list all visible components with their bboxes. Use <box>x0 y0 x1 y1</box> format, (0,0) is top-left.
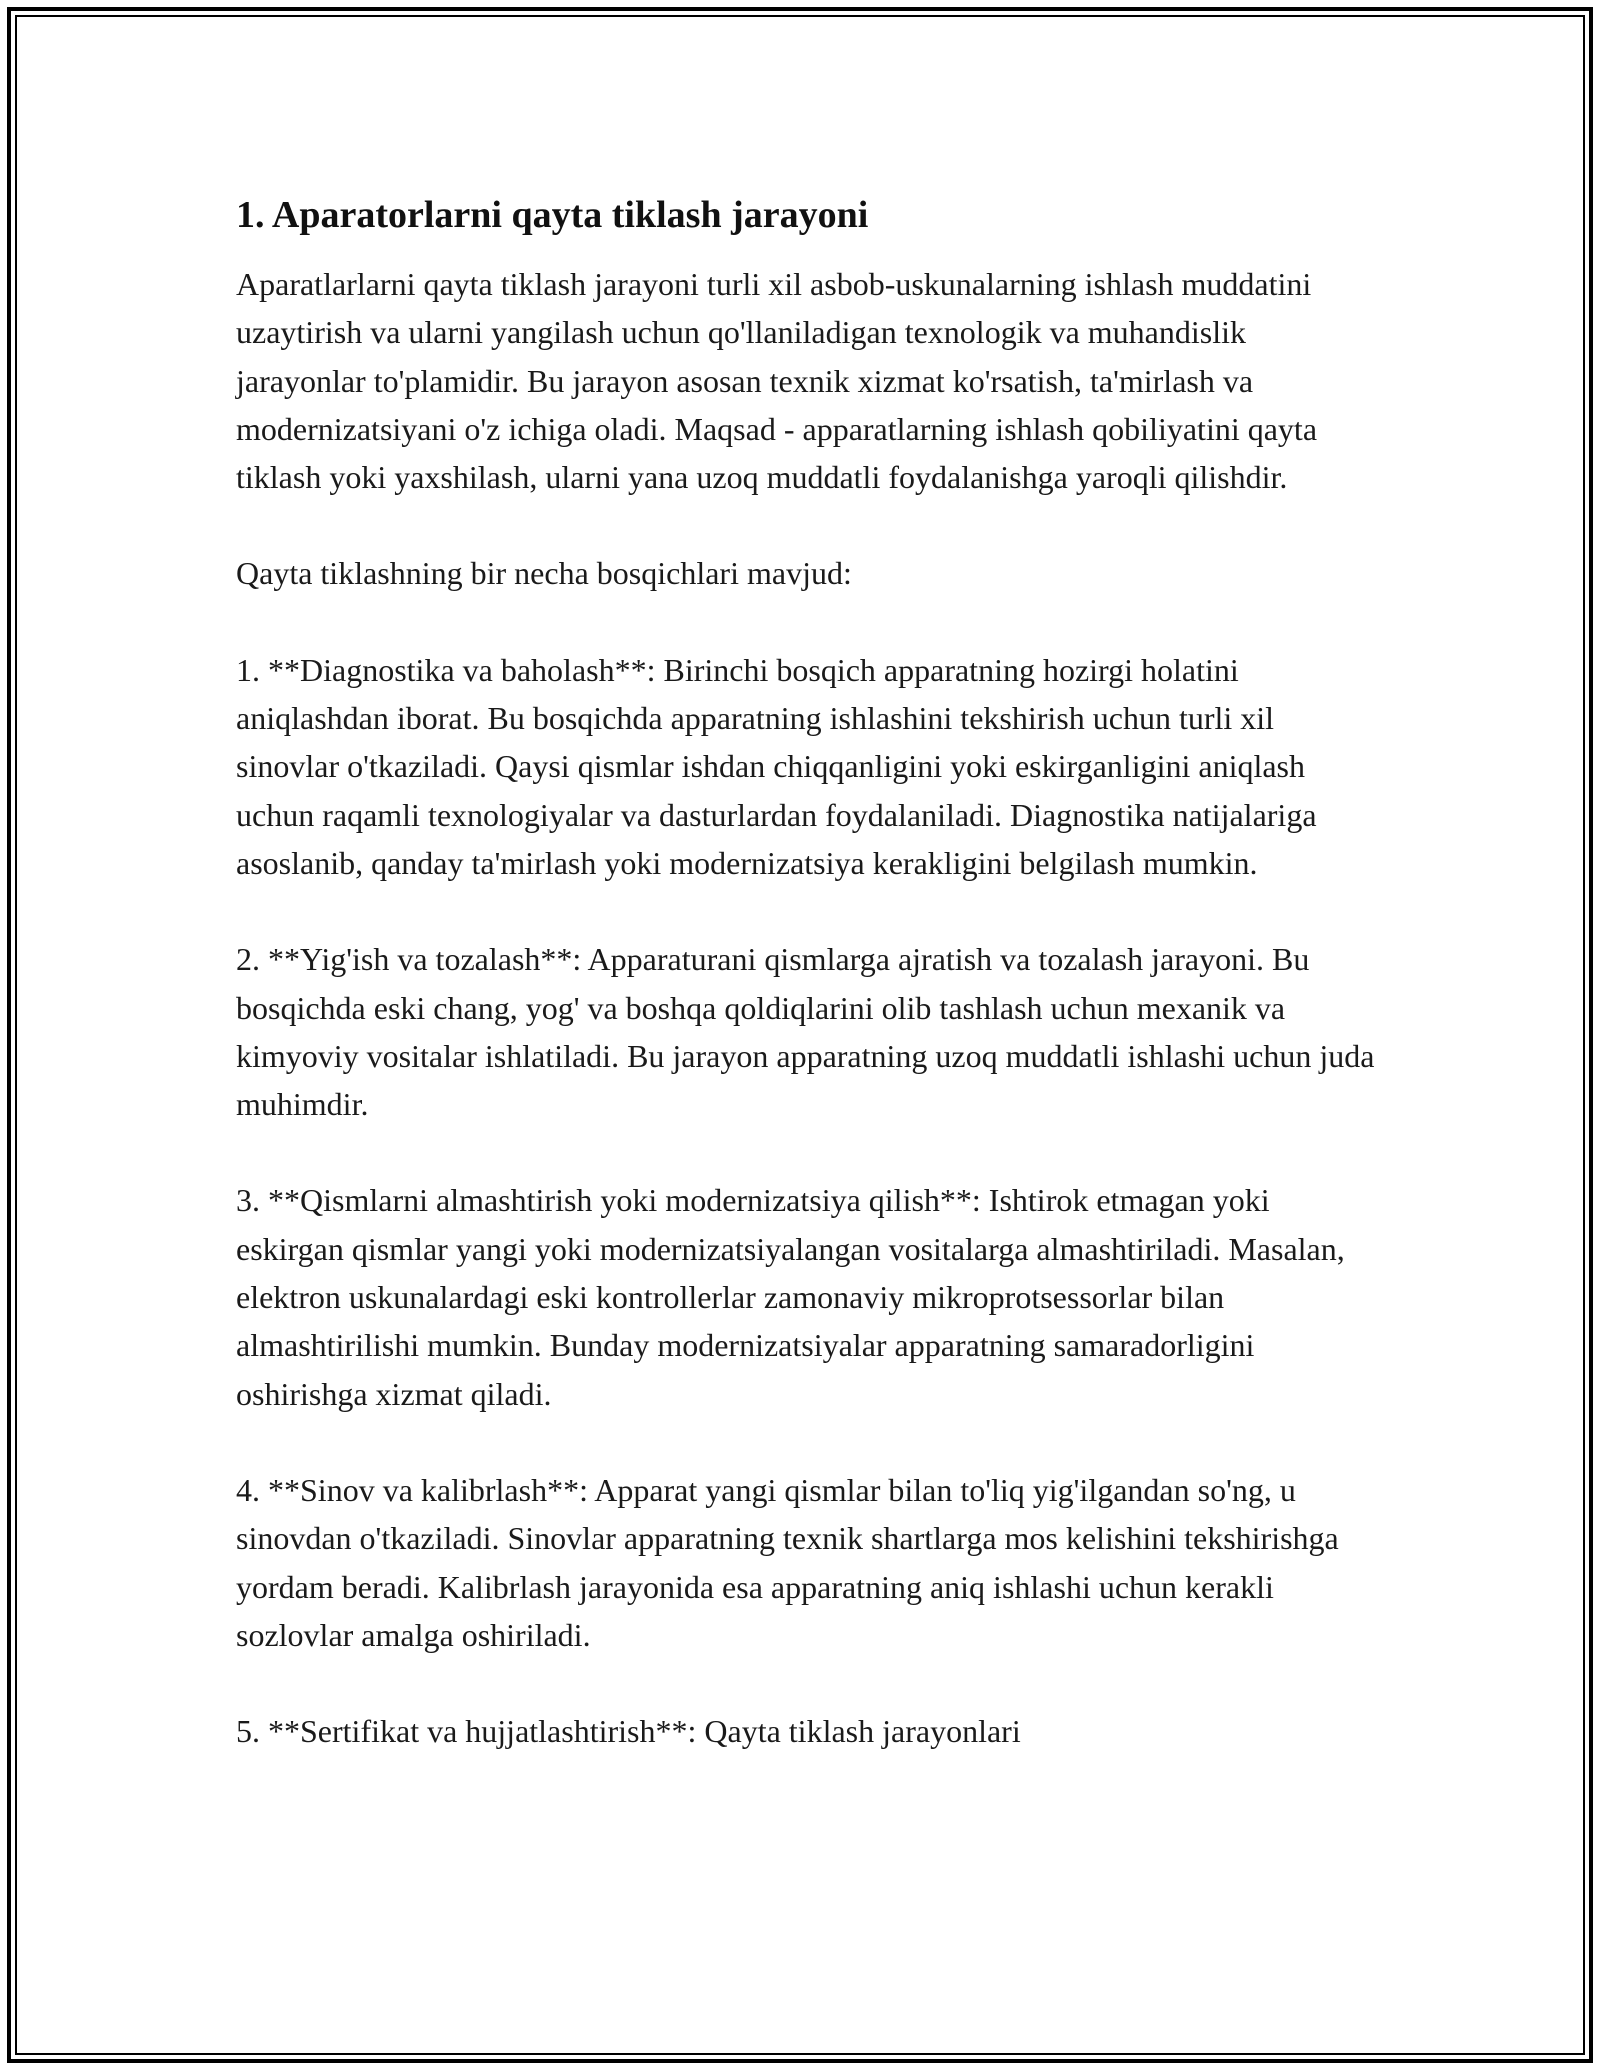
stage-5-certification-paragraph: 5. **Sertifikat va hujjatlashtirish**: Qayta tiklash jarayonlari <box>236 1713 1021 1750</box>
stage-2-assembly-cleaning-paragraph: 2. **Yig'ish va tozalash**: Apparaturani qismlarga ajratish va tozalash jarayoni. Bu bosqichda eski chang, yog' va boshqa qoldiqlarini olib tashlash uchun mexanik va kimyoviy vositalar ishlatiladi. Bu jarayon apparatning uzoq muddatli ishlashi uchun juda muhimdir. <box>236 941 1375 1123</box>
document-body <box>236 190 1376 1755</box>
stage-3-replacement-paragraph: 3. **Qismlarni almashtirish yoki modernizatsiya qilish**: Ishtirok etmagan yoki eskirgan qismlar yangi yoki modernizatsiyalangan vositalarga almashtiriladi. Masalan, elektron uskunalardagi eski kontrollerlar zamonaviy mikroprotsessorlar bilan almashtirilishi mumkin. Bunday modernizatsiyalar apparatning samaradorligini oshirishga xizmat qiladi. <box>236 1182 1345 1412</box>
section-heading: 1. Aparatorlarni qayta tiklash jarayoni <box>236 194 869 236</box>
stage-4-testing-calibration-paragraph: 4. **Sinov va kalibrlash**: Apparat yangi qismlar bilan to'liq yig'ilgandan so'ng, u sinovdan o'tkaziladi. Sinovlar apparatning texnik shartlarga mos kelishini tekshirishga yordam beradi. Kalibrlash jarayonida esa apparatning aniq ishlashi uchun kerakli sozlovlar amalga oshiriladi. <box>236 1471 1339 1653</box>
stage-1-diagnostics-paragraph: 1. **Diagnostika va baholash**: Birinchi bosqich apparatning hozirgi holatini aniqlashdan iborat. Bu bosqichda apparatning ishlashini tekshirish uchun turli xil sinovlar o'tkaziladi. Qaysi qismlar ishdan chiqqanligini yoki eskirganligini aniqlash uchun raqamli texnologiyalar va dasturlardan foydalaniladi. Diagnostika natijalariga asoslanib, qanday ta'mirlash yoki modernizatsiya kerakligini belgilash mumkin. <box>236 651 1317 881</box>
intro-paragraph: Aparatlarlarni qayta tiklash jarayoni turli xil asbob-uskunalarning ishlash muddatini uzaytirish va ularni yangilash uchun qo'llaniladigan texnologik va muhandislik jarayonlar to'plamidir. Bu jarayon asosan texnik xizmat ko'rsatish, ta'mirlash va modernizatsiyani o'z ichiga oladi. Maqsad - apparatlarning ishlash qobiliyatini qayta tiklash yoki yaxshilash, ularni yana uzoq muddatli foydalanishga yaroqli qilishdir. <box>236 266 1318 496</box>
stages-intro-paragraph: Qayta tiklashning bir necha bosqichlari mavjud: <box>236 555 852 592</box>
